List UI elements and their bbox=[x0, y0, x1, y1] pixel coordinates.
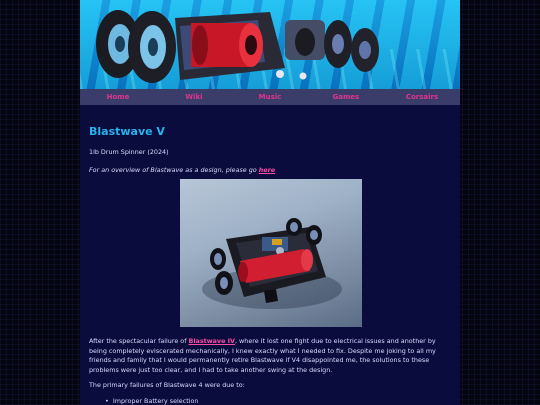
overview-link[interactable]: here bbox=[258, 166, 276, 174]
robot-photo bbox=[180, 179, 362, 327]
header-banner-image bbox=[80, 0, 460, 89]
intro-paragraph bbox=[89, 337, 451, 375]
content-panel bbox=[80, 0, 460, 405]
nav-item-games[interactable]: Games bbox=[332, 93, 360, 101]
article-content bbox=[89, 105, 451, 405]
main-nav bbox=[80, 89, 460, 105]
nav-item-corsairs[interactable]: Corsairs bbox=[405, 93, 439, 101]
overview-text: For an overview of Blastwave as a design, please go bbox=[89, 166, 259, 174]
page-title: Blastwave V bbox=[89, 125, 165, 138]
intro-text-rest: , where it lost one fight due to electrical issues and another by being completely eviscerated mechanically, I knew exactly what I needed to fix. Despite me joking to all my friends and family that I would permanently retire Blastwave if V4 disappointed me, the solutions to these problems were just too clear, and I had to take another swing at the design. bbox=[89, 337, 436, 374]
failures-intro: The primary failures of Blastwave 4 were due to: bbox=[89, 381, 245, 389]
nav-item-home[interactable]: Home bbox=[106, 93, 130, 101]
robot-photo-illustration bbox=[180, 179, 362, 327]
failure-item-text: Improper Battery selection bbox=[112, 397, 199, 405]
robot-subtitle: 1lb Drum Spinner (2024) bbox=[89, 148, 169, 156]
bullet-icon: • bbox=[105, 397, 113, 405]
blastwave-iv-link[interactable]: Blastwave IV bbox=[188, 337, 235, 345]
nav-item-wiki[interactable]: Wiki bbox=[185, 93, 203, 101]
overview-line bbox=[89, 166, 451, 174]
intro-text-start: After the spectacular failure of bbox=[89, 337, 189, 345]
nav-item-music[interactable]: Music bbox=[258, 93, 282, 101]
robot-banner-illustration bbox=[80, 0, 460, 89]
failure-list-item bbox=[105, 397, 198, 405]
